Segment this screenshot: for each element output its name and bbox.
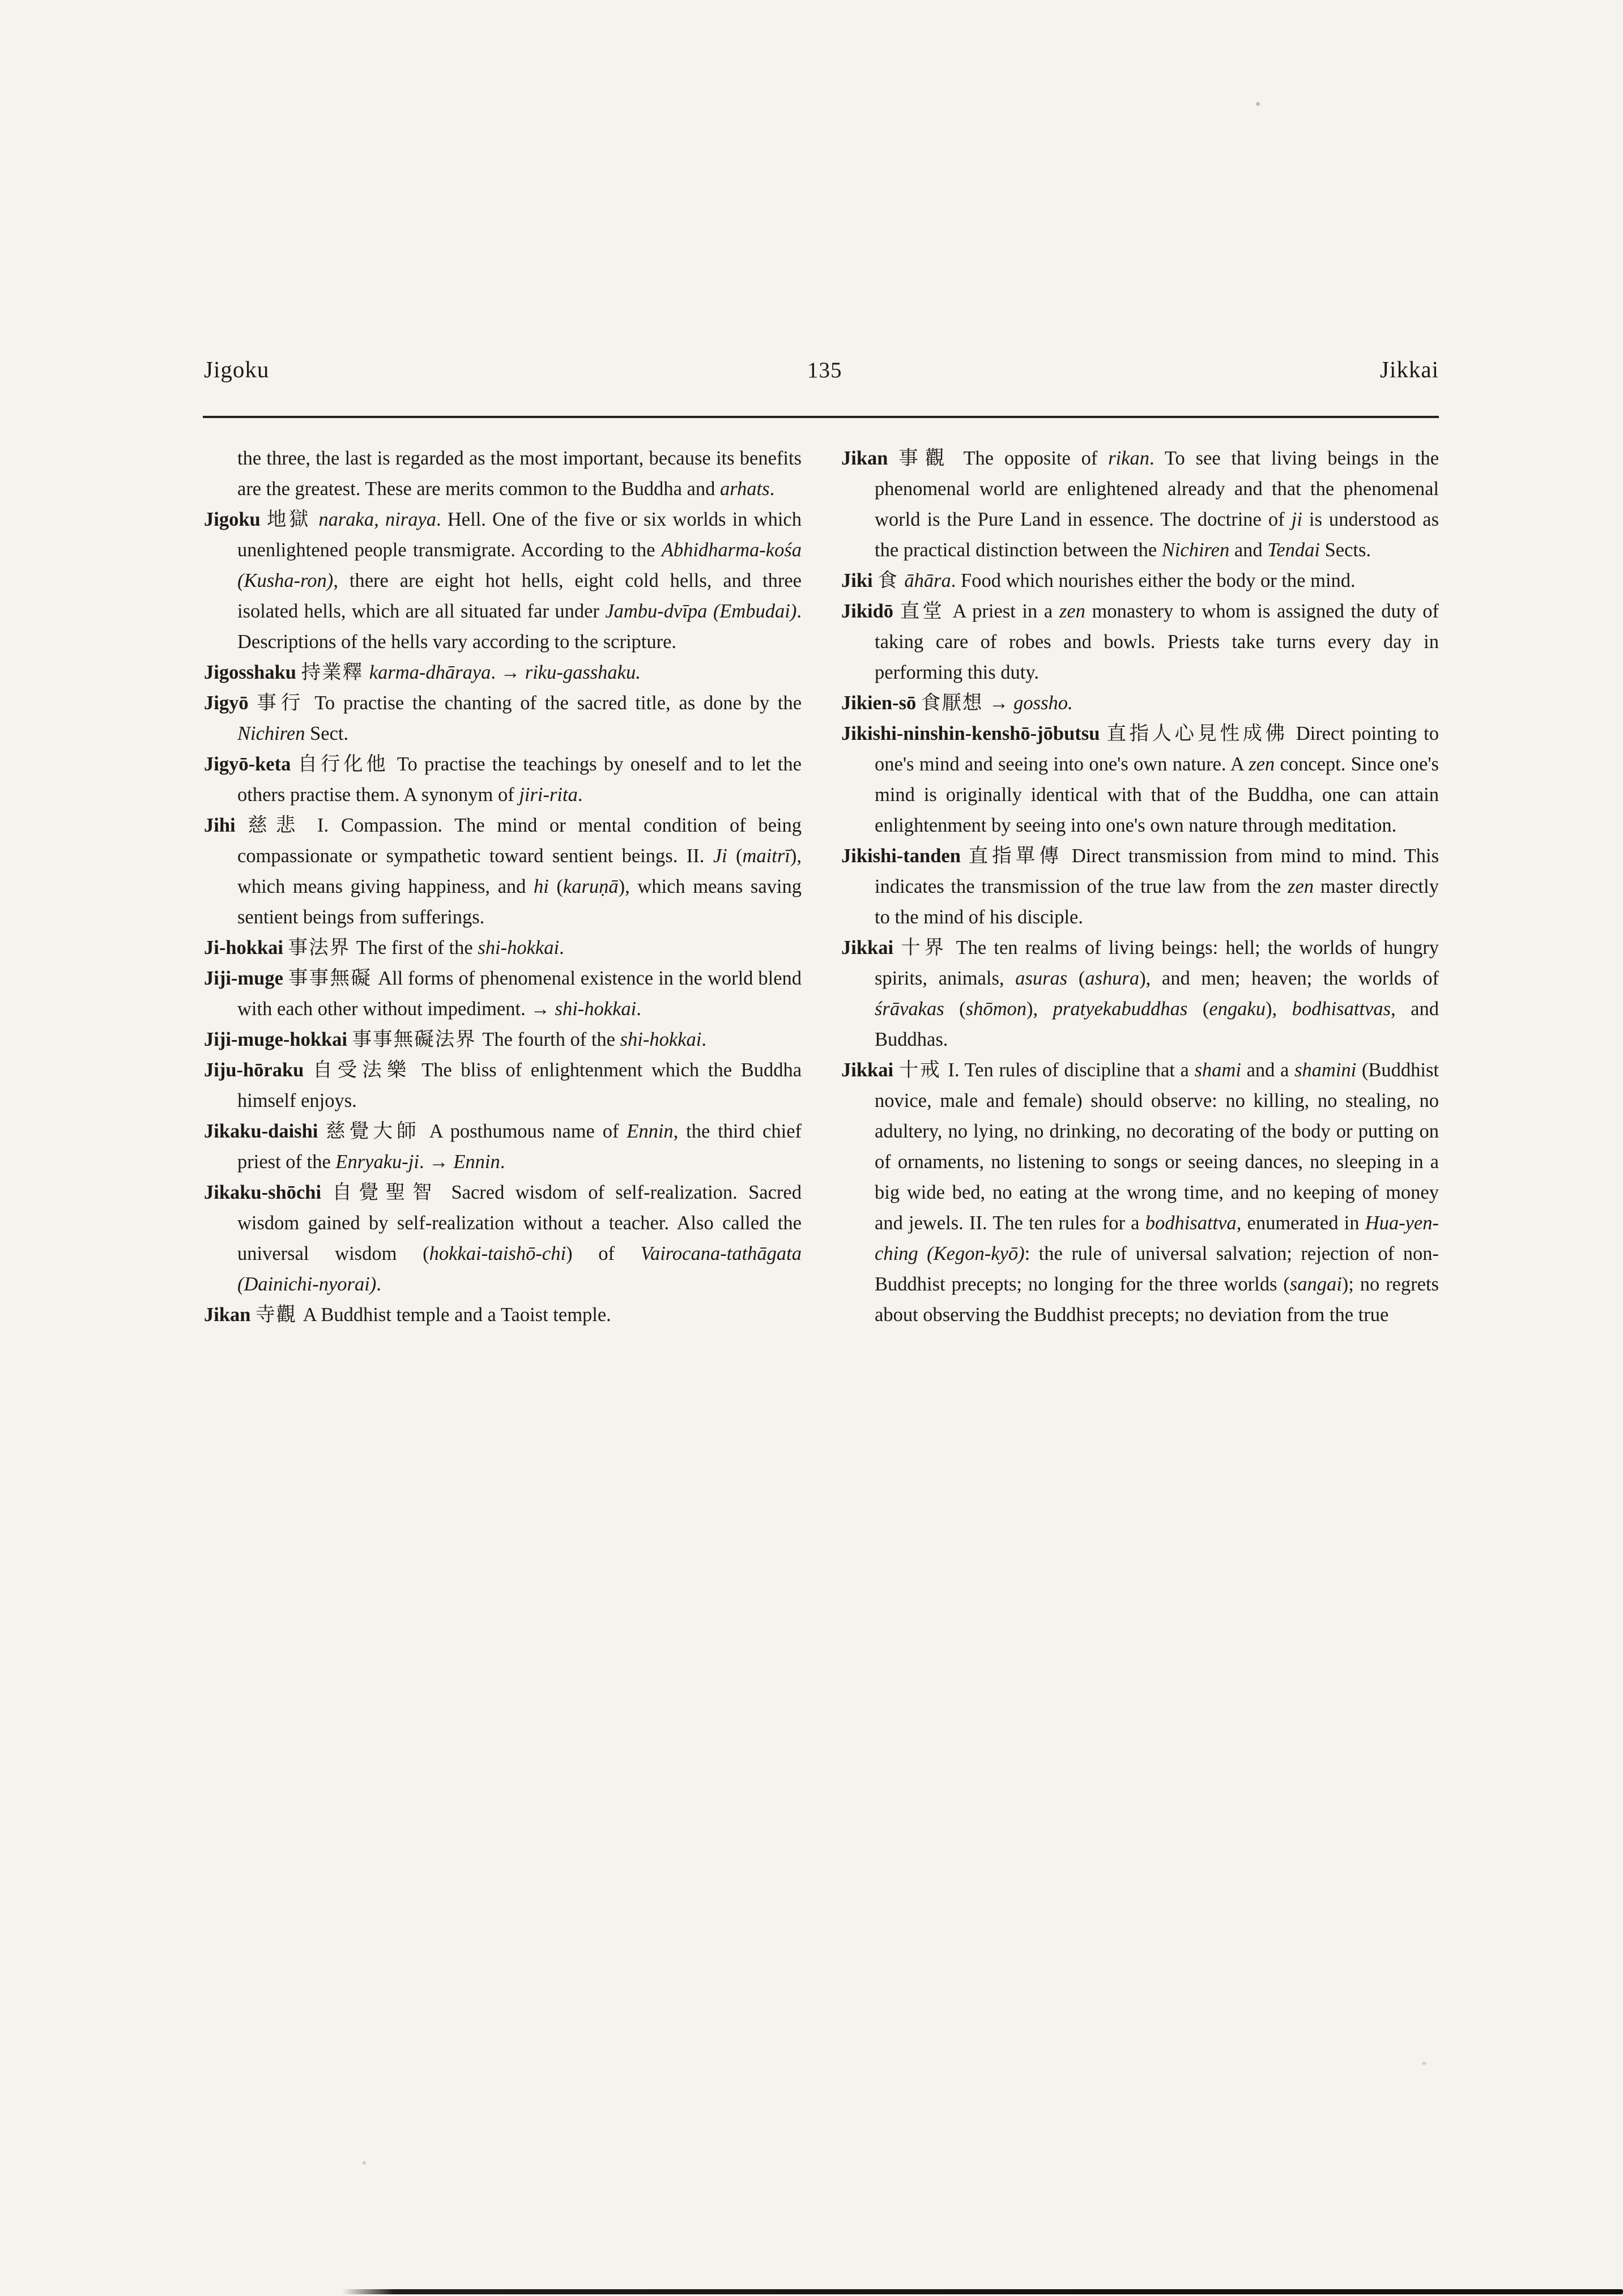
- dictionary-entry: [841, 565, 1439, 596]
- entry-text: shi-hokkai: [478, 937, 560, 959]
- entry-text: karuṇā: [563, 876, 619, 897]
- dictionary-entry: [204, 1300, 802, 1330]
- entry-text: (: [548, 876, 563, 897]
- entry-kanji: 事事無礙: [288, 968, 378, 989]
- entry-text: maitrī: [742, 845, 790, 867]
- entry-text: ) of: [566, 1243, 641, 1264]
- entry-kanji: 自覺聖智: [332, 1182, 451, 1203]
- entry-headword: Jigosshaku: [204, 662, 301, 683]
- entry-headword: Jigyō: [204, 692, 257, 714]
- entry-text: . Descriptions of the hells vary according to the scripture.: [237, 600, 802, 653]
- entry-text: karma-dhāraya: [369, 662, 491, 683]
- entry-kanji: 自受法樂: [313, 1059, 422, 1081]
- entry-kanji: 事觀: [898, 448, 964, 469]
- entry-text: A Buddhist temple and a Taoist temple.: [303, 1304, 611, 1326]
- entry-headword: Jikan: [841, 448, 899, 469]
- entry-text: zen: [1249, 753, 1275, 775]
- dictionary-entry: [204, 1177, 802, 1300]
- entry-text: Sects.: [1319, 539, 1371, 561]
- entry-text: shi-hokkai: [555, 998, 637, 1020]
- entry-text: , and Buddhas.: [875, 998, 1439, 1050]
- entry-text: asuras: [1015, 968, 1068, 989]
- dictionary-entry: [841, 688, 1439, 718]
- entry-text: . →: [491, 662, 525, 683]
- dictionary-entry: [841, 596, 1439, 688]
- entry-text: ashura: [1085, 968, 1140, 989]
- dictionary-entry: [204, 932, 802, 963]
- entry-headword: Jikkai: [841, 1059, 899, 1081]
- scan-speck: [1256, 102, 1260, 106]
- dictionary-entry: [204, 657, 802, 688]
- entry-text: .: [577, 784, 583, 806]
- dictionary-entry: [841, 841, 1439, 932]
- entry-headword: Jikan: [204, 1304, 256, 1326]
- entry-text: bodhisattvas: [1292, 998, 1391, 1020]
- dictionary-entry: [204, 1055, 802, 1116]
- entry-text: shi-hokkai: [620, 1029, 702, 1050]
- entry-text: master directly to the mind of his disciple.: [875, 876, 1439, 928]
- entry-text: (: [1067, 968, 1085, 989]
- entry-text: The bliss of enlightenment which the Buddha himself enjoys.: [237, 1059, 802, 1111]
- entry-kanji: 直堂: [900, 600, 953, 622]
- page-number: 135: [807, 358, 842, 382]
- scan-speck: [1422, 2062, 1426, 2065]
- entry-text: monastery to whom is assigned the duty of taking care of robes and bowls. Priests take turns every day in performing this duty.: [875, 600, 1439, 683]
- entry-text: bodhisattva: [1145, 1212, 1237, 1234]
- header-right-guideword: Jikkai: [1380, 356, 1439, 382]
- entry-headword: Jiki: [841, 570, 878, 591]
- entry-text: .: [636, 998, 641, 1020]
- entry-text: All forms of phenomenal existence in the world blend with each other without impediment. →: [237, 968, 802, 1020]
- entry-headword: Jihi: [204, 815, 248, 836]
- entry-text: zen: [1059, 600, 1085, 622]
- page-header: [204, 356, 1439, 383]
- entry-headword: Ji-hokkai: [204, 937, 288, 959]
- entry-text: Tendai: [1267, 539, 1320, 561]
- entry-text: . →: [419, 1151, 454, 1173]
- entry-text: and: [1229, 539, 1268, 561]
- entry-headword: Jikien-sō: [841, 692, 921, 714]
- dictionary-entry: [841, 932, 1439, 1055]
- dictionary-entry: [204, 504, 802, 657]
- entry-kanji: 慈覺大師: [326, 1121, 429, 1142]
- entry-text: ji: [1291, 509, 1302, 530]
- entry-kanji: 食厭想: [921, 692, 990, 714]
- entry-headword: Jikishi-tanden: [841, 845, 969, 867]
- entry-text: The ten realms of living beings: hell; the worlds of hungry spirits, animals,: [875, 937, 1439, 989]
- entry-kanji: 事事無礙法界: [352, 1029, 483, 1050]
- entry-text: and a: [1241, 1059, 1294, 1081]
- entry-text: I. Ten rules of discipline that a: [948, 1059, 1195, 1081]
- entry-text: A priest in a: [952, 600, 1059, 622]
- entry-text: Abhidharma-kośa (Kusha-ron): [237, 539, 802, 591]
- dictionary-entry: [841, 1055, 1439, 1330]
- entry-text: →: [989, 692, 1014, 714]
- entry-text: (Buddhist novice, male and female) should observe: no killing, no stealing, no adultery, no lying, no drinking, no decorating of the body or putting on of ornaments, no listening to songs or seeing dances, no sleeping in a big wide bed, no eating at the wrong time, and no keeping of money and jewels. II. The ten rules for a: [875, 1059, 1439, 1234]
- dictionary-entry: [204, 810, 802, 932]
- entry-text: sangai: [1289, 1273, 1342, 1295]
- entry-text: Nichiren: [1161, 539, 1230, 561]
- entry-headword: Jikishi-ninshin-kenshō-jōbutsu: [841, 723, 1107, 744]
- entry-text: pratyekabuddhas: [1053, 998, 1188, 1020]
- entry-text: Vairocana-tathāgata (Dainichi-nyorai): [237, 1243, 802, 1295]
- entry-text: riku-gasshaku.: [525, 662, 641, 683]
- entry-text: zen: [1288, 876, 1314, 897]
- dictionary-entry: [204, 1024, 802, 1055]
- entry-kanji: 十戒: [898, 1059, 948, 1081]
- entry-text: Ennin: [453, 1151, 500, 1173]
- entry-headword: Jigyō-keta: [204, 753, 298, 775]
- scan-speck: [363, 2161, 366, 2165]
- entry-kanji: 十界: [901, 937, 956, 959]
- entry-text: I. Compassion. The mind or mental condition of being compassionate or sympathetic toward sentient beings. II.: [237, 815, 802, 867]
- dictionary-entry: [204, 1116, 802, 1177]
- entry-text: naraka, niraya: [318, 509, 437, 530]
- entry-text: the three, the last is regarded as the most important, because its benefits are the greatest. These are merits common to the Buddha and: [237, 448, 802, 500]
- dictionary-entry: [841, 718, 1439, 841]
- entry-text: engaku: [1209, 998, 1266, 1020]
- entry-text: . Food which nourishes either the body or the mind.: [951, 570, 1356, 591]
- entry-kanji: 寺觀: [255, 1304, 303, 1326]
- entry-text: is understood as the practical distinction between the: [875, 509, 1439, 561]
- entry-headword: Jiju-hōraku: [204, 1059, 313, 1081]
- entry-text: (: [1187, 998, 1209, 1020]
- entry-headword: Jigoku: [204, 509, 267, 530]
- entry-text: shami: [1194, 1059, 1241, 1081]
- entry-kanji: 持業釋: [301, 662, 369, 683]
- dictionary-entry: [204, 749, 802, 810]
- entry-text: Jambu-dvīpa (Embudai): [605, 600, 797, 622]
- entry-text: (: [727, 845, 743, 867]
- entry-text: , there are eight hot hells, eight cold hells, and three isolated hells, which are all situated far under: [237, 570, 802, 622]
- entry-text: Hua-yen-ching (Kegon-kyō): [875, 1212, 1439, 1264]
- entry-text: concept. Since one's mind is originally identical with that of the Buddha, one can attain enlightenment by seeing into one's own nature through meditation.: [875, 753, 1439, 836]
- dictionary-columns: [204, 443, 1439, 1330]
- entry-text: arhats: [720, 478, 770, 500]
- entry-text: Ennin: [627, 1121, 674, 1142]
- entry-text: Nichiren: [237, 723, 305, 744]
- entry-kanji: 直指單傳: [968, 845, 1072, 867]
- entry-headword: Jikkai: [841, 937, 901, 959]
- entry-kanji: 地獄: [266, 509, 319, 530]
- entry-text: ),: [1026, 998, 1053, 1020]
- entry-text: : the rule of universal salvation; rejection of non-Buddhist precepts; no longing for the three worlds (: [875, 1243, 1439, 1295]
- scan-artifact: [342, 2289, 1623, 2294]
- entry-text: rikan: [1108, 448, 1150, 469]
- entry-text: .: [500, 1151, 505, 1173]
- entry-kanji: 自行化他: [297, 753, 397, 775]
- entry-text: jiri-rita: [519, 784, 578, 806]
- entry-text: The fourth of the: [482, 1029, 620, 1050]
- entry-text: .: [769, 478, 775, 500]
- entry-text: .: [701, 1029, 706, 1050]
- entry-kanji: 慈悲: [248, 815, 318, 836]
- entry-text: Ji: [713, 845, 727, 867]
- entry-text: shamini: [1294, 1059, 1357, 1081]
- entry-text: śrāvakas: [875, 998, 944, 1020]
- entry-text: Sect.: [305, 723, 349, 744]
- entry-text: Direct pointing to one's mind and seeing into one's own nature. A: [875, 723, 1439, 775]
- entry-text: ), which means saving sentient beings from sufferings.: [237, 876, 802, 928]
- entry-headword: Jikaku-shōchi: [204, 1182, 333, 1203]
- entry-kanji: 直指人心見性成佛: [1106, 723, 1296, 744]
- entry-text: .: [559, 937, 564, 959]
- entry-kanji: 事法界: [288, 937, 356, 959]
- continuation-paragraph: [204, 443, 802, 504]
- entry-text: The opposite of: [963, 448, 1109, 469]
- right-column: [841, 443, 1439, 1330]
- header-left-guideword: Jigoku: [204, 356, 270, 382]
- entry-text: ), and men; heaven; the worlds of: [1139, 968, 1439, 989]
- entry-text: ); no regrets about observing the Buddhist precepts; no deviation from the true: [875, 1273, 1439, 1326]
- entry-text: . To see that living beings in the phenomenal world are enlightened already and that the phenomenal world is the Pure Land in essence. The doctrine of: [875, 448, 1439, 530]
- dictionary-entry: [841, 443, 1439, 565]
- entry-text: āhāra: [904, 570, 951, 591]
- entry-kanji: 事行: [257, 692, 315, 714]
- header-rule: [203, 416, 1439, 418]
- entry-headword: Jiji-muge: [204, 968, 288, 989]
- entry-text: Enryaku-ji: [335, 1151, 419, 1173]
- left-column: [204, 443, 802, 1330]
- entry-text: ), which means giving happiness, and: [237, 845, 802, 897]
- entry-text: , the third chief priest of the: [237, 1121, 802, 1173]
- entry-text: shōmon: [965, 998, 1027, 1020]
- entry-headword: Jikaku-daishi: [204, 1121, 326, 1142]
- entry-text: (: [944, 998, 966, 1020]
- entry-text: ),: [1265, 998, 1292, 1020]
- entry-text: Sacred wisdom of self-realization. Sacred wisdom gained by self-realization without a teacher. Also called the universal wisdom (: [237, 1182, 802, 1264]
- entry-kanji: 食: [877, 570, 905, 591]
- dictionary-entry: [204, 688, 802, 749]
- entry-text: hi: [533, 876, 549, 897]
- entry-headword: Jikidō: [841, 600, 900, 622]
- entry-text: gossho.: [1013, 692, 1073, 714]
- entry-text: A posthumous name of: [429, 1121, 627, 1142]
- entry-text: hokkai-taishō-chi: [429, 1243, 566, 1264]
- entry-text: To practise the teachings by oneself and to let the others practise them. A synonym of: [237, 753, 802, 806]
- entry-text: , enumerated in: [1236, 1212, 1365, 1234]
- entry-text: To practise the chanting of the sacred title, as done by the: [314, 692, 802, 714]
- dictionary-entry: [204, 963, 802, 1024]
- entry-text: .: [376, 1273, 381, 1295]
- entry-text: The first of the: [356, 937, 478, 959]
- entry-headword: Jiji-muge-hokkai: [204, 1029, 352, 1050]
- entry-text: Direct transmission from mind to mind. This indicates the transmission of the true law from the: [875, 845, 1439, 897]
- entry-text: . Hell. One of the five or six worlds in which unenlightened people transmigrate. According to the: [237, 509, 802, 561]
